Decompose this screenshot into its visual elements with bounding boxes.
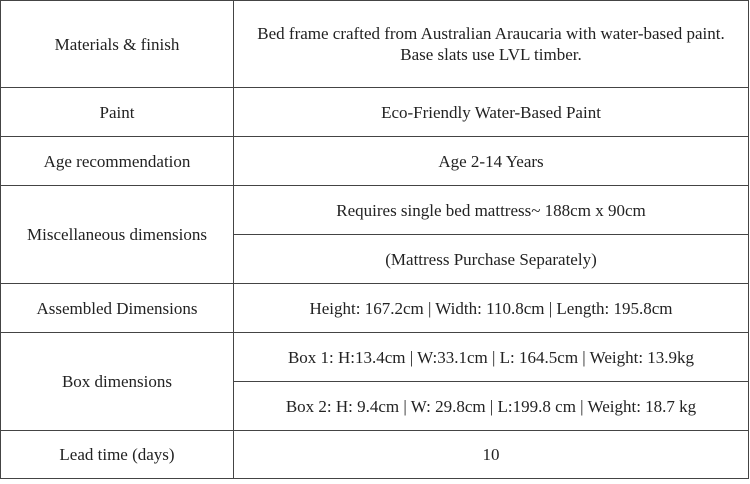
spec-value-mattress-size: Requires single bed mattress~ 188cm x 90cm [234,186,749,235]
spec-row-paint [1,88,749,137]
spec-value-box-1: Box 1: H:13.4cm | W:33.1cm | L: 164.5cm | Weight: 13.9kg [234,333,749,382]
spec-row-age [1,137,749,186]
spec-label-misc-dimensions: Miscellaneous dimensions [1,186,234,284]
spec-label-box-dimensions: Box dimensions [1,333,234,431]
spec-value-mattress-note: (Mattress Purchase Separately) [234,235,749,284]
spec-value-lead-time: 10 [234,431,749,479]
spec-row-lead-time [1,431,749,479]
spec-value-age: Age 2-14 Years [234,137,749,186]
spec-row-misc-dimensions-1 [1,186,749,235]
spec-value-paint: Eco-Friendly Water-Based Paint [234,88,749,137]
spec-value-box-2: Box 2: H: 9.4cm | W: 29.8cm | L:199.8 cm | Weight: 18.7 kg [234,382,749,431]
spec-row-materials [1,1,749,88]
spec-label-assembled-dimensions: Assembled Dimensions [1,284,234,333]
spec-label-age: Age recommendation [1,137,234,186]
spec-value-materials: Bed frame crafted from Australian Araucaria with water-based paint. Base slats use LVL timber. [234,1,749,88]
spec-label-materials: Materials & finish [1,1,234,88]
spec-value-assembled-dimensions: Height: 167.2cm | Width: 110.8cm | Length: 195.8cm [234,284,749,333]
spec-label-paint: Paint [1,88,234,137]
spec-row-assembled-dimensions [1,284,749,333]
spec-row-box-dimensions-1 [1,333,749,382]
spec-label-lead-time: Lead time (days) [1,431,234,479]
